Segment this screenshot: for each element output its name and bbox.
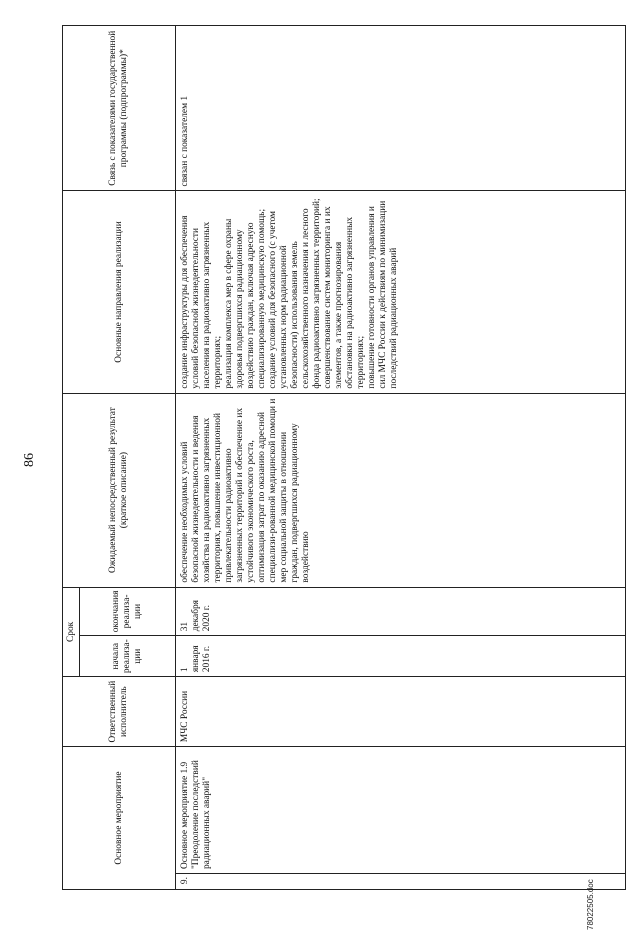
cell-directions: создание инфраструктуры для обеспечения условий безопасной жизнедеятельности населения на радиоактивно загрязненных территориях; реализация комплекса мер в сфере охраны здоровья подвергшихся радиационному воздействию граждан, включая адресную специализированную медицинскую помощь; создание условий для безопасного (с учетом установленных норм радиационной безопасности) использования земель сельскохозяйственного назначения и лесного фонда радиоактивно загрязненных территорий; совершенствование систем мониторинга и их элементов, а также прогнозирования обстановки на радиоактивно загрязненных территориях; повышение готовности органов управления и сил МЧС России к действиям по минимизации последствий радиационных аварий xyxy=(176,191,626,393)
row-number: 9. xyxy=(176,874,626,890)
header-directions: Основные направления реализации xyxy=(63,191,176,393)
rotated-page xyxy=(22,25,627,930)
header-term: Срок xyxy=(63,587,80,677)
header-event: Основное мероприятие xyxy=(63,747,176,890)
cell-link: связан с показателем 1 xyxy=(176,26,626,191)
header-link: Связь с показателями государственной программы (подпрограммы)* xyxy=(63,26,176,191)
table-row xyxy=(176,26,626,890)
cell-end: 31 декабря 2020 г. xyxy=(176,587,626,636)
cell-result: обеспечение необходимых условий безопасной жизнедеятельности и ведения хозяйства на радиоактивно загрязненных территориях, повышение инвестиционной привлекательности радиоактивно загрязненных территорий и обеспечение их устойчивого экономического роста, оптимизация затрат по оказанию адресной специализи-рованной медицинской помощи и мер социальной защиты в отношении граждан, подвергшихся радиационному воздействию xyxy=(176,393,626,587)
header-result: Ожидаемый непосредственный результат (краткое описание) xyxy=(63,393,176,587)
events-table xyxy=(62,25,626,890)
cell-executor: МЧС России xyxy=(176,677,626,747)
header-executor: Ответственный исполнитель xyxy=(63,677,176,747)
document-code: 78022505.doc xyxy=(586,879,595,930)
header-start: начала реализа-ции xyxy=(80,636,176,677)
header-end: окончания реализа-ции xyxy=(80,587,176,636)
page-number: 86 xyxy=(22,453,37,467)
cell-start: 1 января 2016 г. xyxy=(176,636,626,677)
cell-event: Основное мероприятие 1.9 "Преодоление последствий радиационных аварий" xyxy=(176,747,626,874)
